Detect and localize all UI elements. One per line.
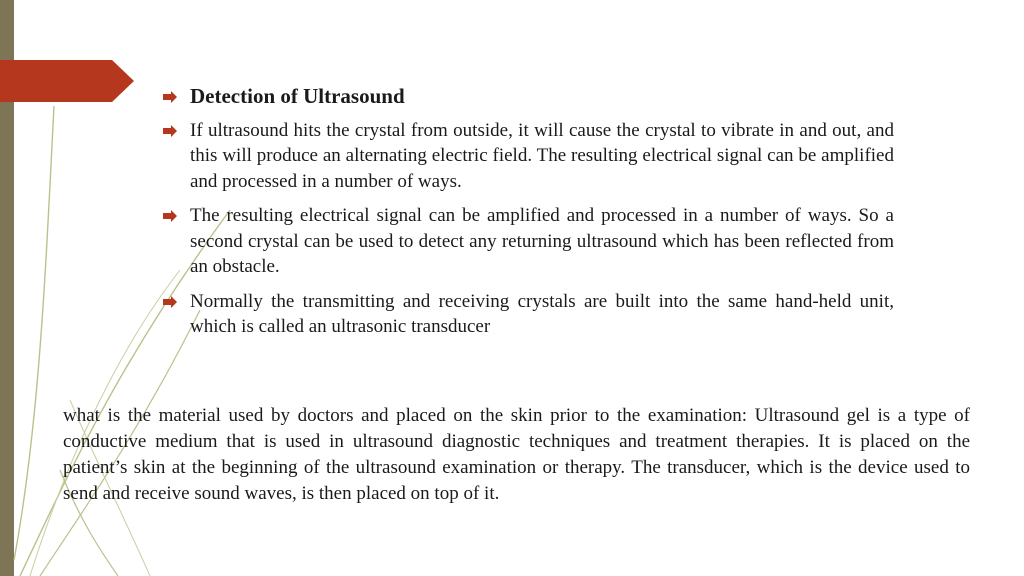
bullet-text: Normally the transmitting and receiving crystals are built into the same hand-held unit, which is called an ultrasonic transducer <box>190 290 894 337</box>
list-item <box>162 203 894 280</box>
arrow-bullet-icon <box>162 125 178 137</box>
slide-heading <box>162 84 894 110</box>
bullet-list <box>162 84 894 349</box>
note-paragraph: what is the material used by doctors and placed on the skin prior to the examination: Ultrasound gel is a type of conductive medium that is used in ultrasound diagnostic techniques and treatment therapies. It is placed on the patient’s skin at the beginning of the ultrasound examination or therapy. The transducer, which is the device used to send and receive sound waves, is then placed on top of it. <box>63 405 970 504</box>
arrow-bullet-icon <box>162 296 178 308</box>
list-item <box>162 118 894 195</box>
arrow-bullet-icon <box>162 91 178 103</box>
arrow-bullet-icon <box>162 210 178 222</box>
heading-text: Detection of Ultrasound <box>190 84 405 108</box>
bullet-text: If ultrasound hits the crystal from outside, it will cause the crystal to vibrate in and out, and this will produce an alternating electric field. The resulting electrical signal can be amplified and processed in a number of ways. <box>190 119 894 192</box>
bullet-text: The resulting electrical signal can be amplified and processed in a number of ways. So a second crystal can be used to detect any returning ultrasound which has been reflected from an obstacle. <box>190 205 894 277</box>
list-item <box>162 289 894 340</box>
accent-tab <box>0 60 134 102</box>
